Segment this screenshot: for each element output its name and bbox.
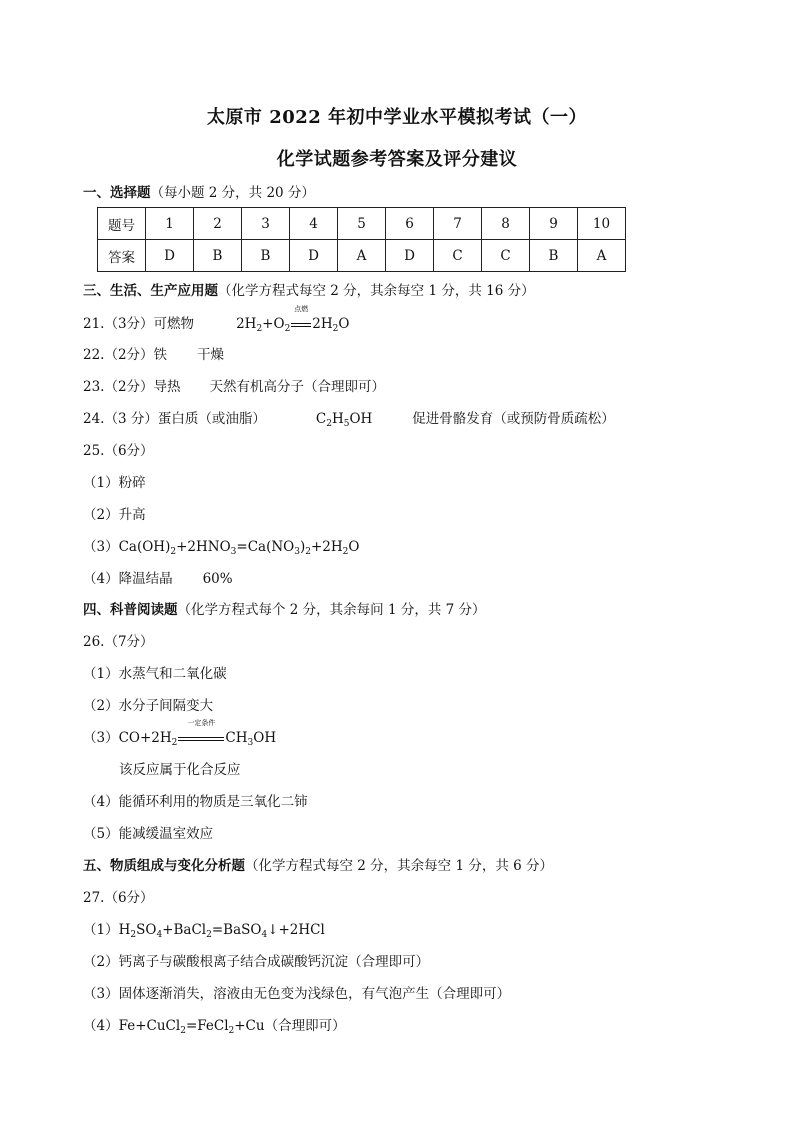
q26-part-5: （5）能减缓温室效应: [83, 826, 214, 842]
q26-equation: $CO+2H_2$ 一定条件 $CH_3OH$: [118, 719, 277, 748]
table-cell: D: [146, 240, 194, 272]
q26-part-2: （2）水分子间隔变大: [83, 698, 214, 714]
table-cell: A: [338, 240, 386, 272]
q27-part-1: $(1)H_2SO_4+BaCl_2=BaSO_4↓+2HCl$: [83, 922, 325, 940]
table-cell: A: [578, 240, 626, 272]
row-label-number: 题号: [98, 208, 146, 240]
q21-answer: 21.（3分）可燃物: [83, 316, 195, 332]
table-cell: B: [242, 240, 290, 272]
table-cell: 4: [290, 208, 338, 240]
q26-part-3-note: 该反应属于化合反应: [119, 762, 241, 778]
table-cell: D: [290, 240, 338, 272]
q23-answer-2: 天然有机高分子（合理即可）: [209, 379, 386, 395]
q26-part-1: （1）水蒸气和二氧化碳: [83, 666, 227, 682]
section-4-note: （化学方程式每个 2 分，其余每问 1 分，共 7 分）: [177, 602, 486, 618]
question-25-head: 25.（6分）: [83, 443, 154, 459]
table-cell: 2: [194, 208, 242, 240]
q27-part-2: （2）钙离子与碳酸根离子结合成碳酸钙沉淀（合理即可）: [83, 954, 430, 970]
q24-answer-2: $C_2H_5OH$: [315, 411, 373, 429]
q27-equation-2: Fe+CuCl$_2$=FeCl$_2$+Cu: [118, 1018, 265, 1036]
table-cell: 3: [242, 208, 290, 240]
section-3-note: （化学方程式每空 2 分，其余每空 1 分，共 16 分）: [218, 283, 535, 299]
section-1-note: （每小题 2 分，共 20 分）: [150, 185, 315, 201]
q25-part-2: （2）升高: [83, 507, 146, 523]
table-cell: 7: [434, 208, 482, 240]
row-label-answer: 答案: [98, 240, 146, 272]
question-26-head: 26.（7分）: [83, 634, 154, 650]
question-21: [83, 305, 350, 334]
question-24: [83, 409, 615, 429]
q25-equation: $Ca(OH)_2+2HNO_3=Ca(NO_3)_2+2H_2O$: [118, 539, 360, 557]
q27-equation-1: $H_2SO_4+BaCl_2=BaSO_4↓+2HCl$: [118, 922, 325, 940]
q25-part-4: （4）降温结晶 60%: [83, 571, 233, 587]
reaction-condition: 一定条件: [177, 728, 225, 748]
reaction-condition: 点燃: [290, 314, 312, 334]
q27-part-3: （3）固体逐渐消失，溶液由无色变为浅绿色，有气泡产生（合理即可）: [83, 986, 511, 1002]
table-cell: 9: [530, 208, 578, 240]
section-3-title: 三、生活、生产应用题: [83, 283, 218, 299]
q24-answer-1: 24.（3 分）蛋白质（或油脂）: [83, 411, 266, 427]
q21-equation: $2H_2+O_2$ 点燃 $2H_2O$: [236, 305, 350, 334]
section-3-heading: [83, 281, 535, 301]
table-cell: D: [386, 240, 434, 272]
question-23: [83, 377, 385, 397]
q26-part-4: （4）能循环利用的物质是三氧化二铈: [83, 794, 308, 810]
q25-percent: 60%: [202, 571, 233, 587]
exam-title: 太原市 2022 年初中学业水平模拟考试（一）: [206, 107, 588, 128]
section-5-note: （化学方程式每空 2 分，其余每空 1 分，共 6 分）: [245, 858, 554, 874]
table-cell: B: [194, 240, 242, 272]
table-cell: 5: [338, 208, 386, 240]
q27-part-4: （4）Fe+CuCl$_2$=FeCl$_2$+Cu（合理即可）: [83, 1018, 346, 1036]
q25-part-3: $(3)Ca(OH)_2+2HNO_3=Ca(NO_3)_2+2H_2O$: [83, 539, 360, 557]
table-cell: C: [434, 240, 482, 272]
table-cell: 10: [578, 208, 626, 240]
q24-answer-3: 促进骨骼发育（或预防骨质疏松）: [412, 411, 615, 427]
table-cell: 6: [386, 208, 434, 240]
q23-answer-1: 23.（2分）导热: [83, 379, 181, 395]
exam-subtitle: 化学试题参考答案及评分建议: [276, 149, 518, 170]
table-row-numbers: [98, 208, 626, 240]
answer-table: [97, 207, 626, 272]
table-cell: 8: [482, 208, 530, 240]
table-row-answers: [98, 240, 626, 272]
table-cell: B: [530, 240, 578, 272]
question-22: [83, 345, 224, 365]
q22-answer-1: 22.（2分）铁: [83, 347, 168, 363]
section-4-heading: [83, 600, 486, 620]
table-cell: 1: [146, 208, 194, 240]
section-5-title: 五、物质组成与变化分析题: [83, 858, 245, 874]
question-27-head: 27.（6分）: [83, 890, 154, 906]
q25-part-1: （1）粉碎: [83, 475, 146, 491]
q22-answer-2: 干燥: [197, 347, 225, 363]
section-4-title: 四、科普阅读题: [83, 602, 178, 618]
table-cell: C: [482, 240, 530, 272]
section-5-heading: [83, 856, 553, 876]
section-1-title: 一、选择题: [83, 185, 151, 201]
section-1-heading: [83, 183, 315, 203]
q26-part-3: $(3)CO+2H_2$ 一定条件 $CH_3OH$: [83, 719, 277, 748]
